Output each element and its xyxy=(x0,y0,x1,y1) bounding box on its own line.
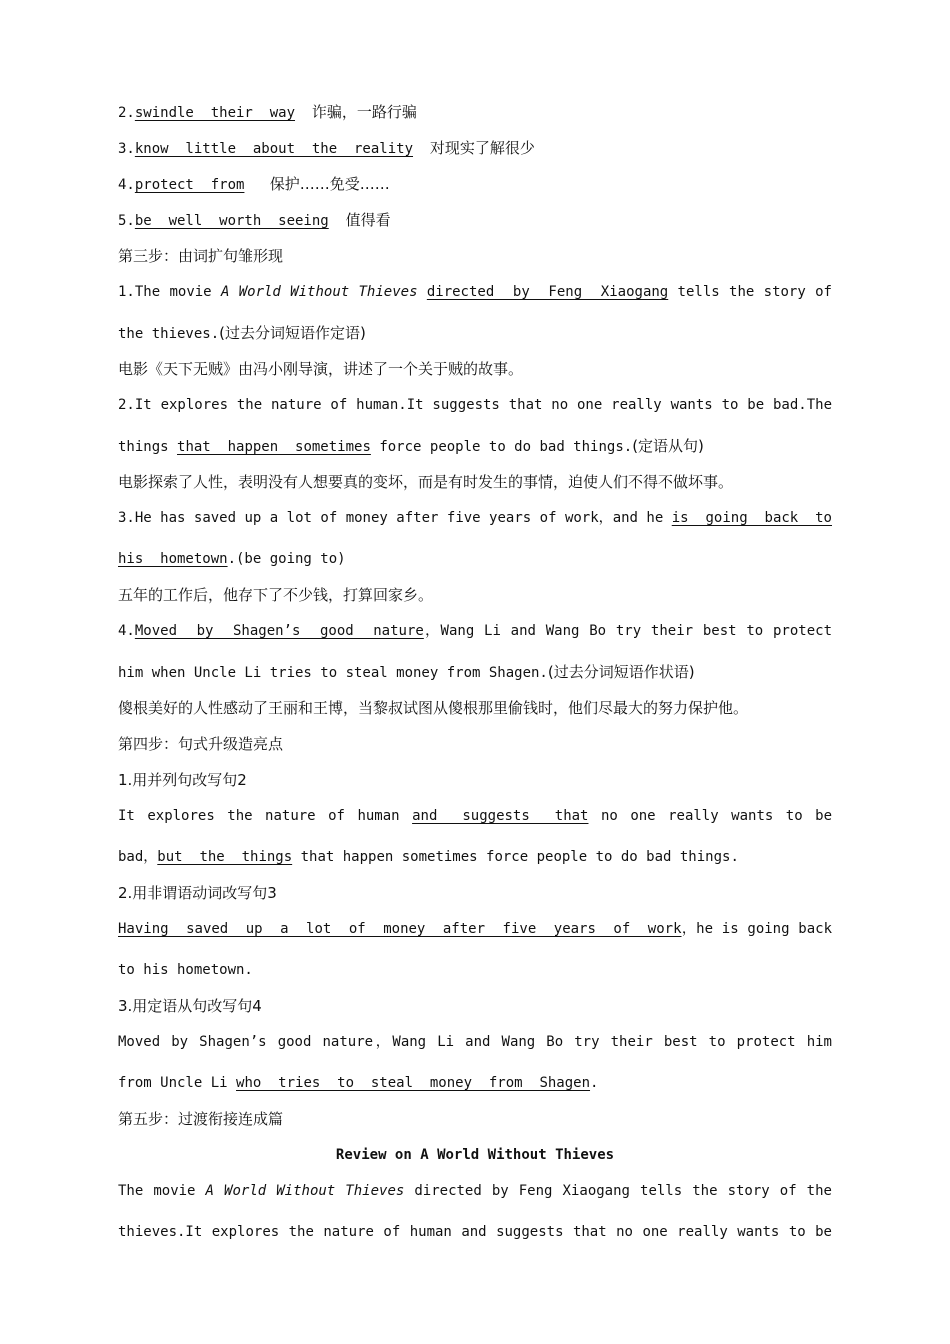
step4-rewrite-1-line-1: It explores the nature of human and suggests that no one really wants to be xyxy=(118,808,832,824)
essay-line-1: The movie A World Without Thieves directed by Feng Xiaogang tells the story of the xyxy=(118,1183,832,1199)
step4-rewrite-3-label: 3.用定语从句改写句4 xyxy=(118,997,262,1015)
phrase-2-english: swindle their way xyxy=(134,105,296,121)
step3-sentence-2-line-1: 2.It explores the nature of human.It suggests that no one really wants to be bad.The xyxy=(118,397,832,413)
essay-title: Review on A World Without Thieves xyxy=(335,1147,615,1163)
phrase-5: 5.be well worth seeing 值得看 xyxy=(118,211,391,229)
step3-sentence-3-line-2: his hometown.(be going to) xyxy=(118,551,346,567)
step3-sentence-4-line-2: him when Uncle Li tries to steal money from Shagen.(过去分词短语作状语) xyxy=(118,663,695,681)
phrase-4: 4.protect from 保护……免受…… xyxy=(118,175,390,193)
phrase-4-english: protect from xyxy=(134,177,245,193)
step3-sentence-4-translation: 傻根美好的人性感动了王丽和王博，当黎叔试图从傻根那里偷钱时，他们尽最大的努力保护他。 xyxy=(118,699,749,717)
phrase-2-chinese: 诈骗，一路行骗 xyxy=(311,103,417,121)
step4-rewrite-3-line-1: Moved by Shagen’s good nature，Wang Li and Wang Bo try their best to protect him xyxy=(118,1034,832,1050)
step3-sentence-3-translation: 五年的工作后，他存下了不少钱，打算回家乡。 xyxy=(118,586,434,604)
step4-heading: 第四步：句式升级造亮点 xyxy=(118,735,284,753)
step4-rewrite-1-label: 1.用并列句改写句2 xyxy=(118,771,247,789)
step3-heading: 第三步：由词扩句雏形现 xyxy=(118,247,284,265)
phrase-5-chinese: 值得看 xyxy=(345,211,391,229)
step4-rewrite-2-label: 2.用非谓语动词改写句3 xyxy=(118,884,277,902)
essay-line-2: thieves.It explores the nature of human and suggests that no one really wants to be xyxy=(118,1224,832,1240)
step4-rewrite-3-line-2: from Uncle Li who tries to steal money from Shagen. xyxy=(118,1075,599,1091)
step3-sentence-4-line-1: 4.Moved by Shagen’s good nature，Wang Li and Wang Bo try their best to protect xyxy=(118,623,832,639)
step3-sentence-2-line-2: things that happen sometimes force people to do bad things.(定语从句) xyxy=(118,437,704,455)
phrase-3-english: know little about the reality xyxy=(134,141,414,157)
step3-sentence-1-line-2: the thieves.(过去分词短语作定语) xyxy=(118,324,366,342)
phrase-5-english: be well worth seeing xyxy=(134,213,329,229)
phrase-2: 2.swindle their way 诈骗，一路行骗 xyxy=(118,103,417,121)
step3-sentence-3-line-1: 3.He has saved up a lot of money after five years of work，and he is going back to xyxy=(118,510,832,526)
step5-heading: 第五步：过渡衔接连成篇 xyxy=(118,1110,284,1128)
step3-sentence-2-translation: 电影探索了人性，表明没有人想要真的变坏，而是有时发生的事情，迫使人们不得不做坏事。 xyxy=(118,473,734,491)
step3-sentence-1-translation: 电影《天下无贼》由冯小刚导演，讲述了一个关于贼的故事。 xyxy=(118,360,524,378)
step3-sentence-1-line-1: 1.The movie A World Without Thieves directed by Feng Xiaogang tells the story of xyxy=(118,284,832,300)
step4-rewrite-2-line-2: to his hometown. xyxy=(118,962,253,978)
step4-rewrite-1-line-2: bad，but the things that happen sometimes force people to do bad things. xyxy=(118,849,739,865)
phrase-3: 3.know little about the reality 对现实了解很少 xyxy=(118,139,535,157)
step4-rewrite-2-line-1: Having saved up a lot of money after five years of work，he is going back xyxy=(118,921,833,937)
phrase-4-chinese: 保护……免受…… xyxy=(269,175,390,193)
phrase-3-chinese: 对现实了解很少 xyxy=(429,139,535,157)
